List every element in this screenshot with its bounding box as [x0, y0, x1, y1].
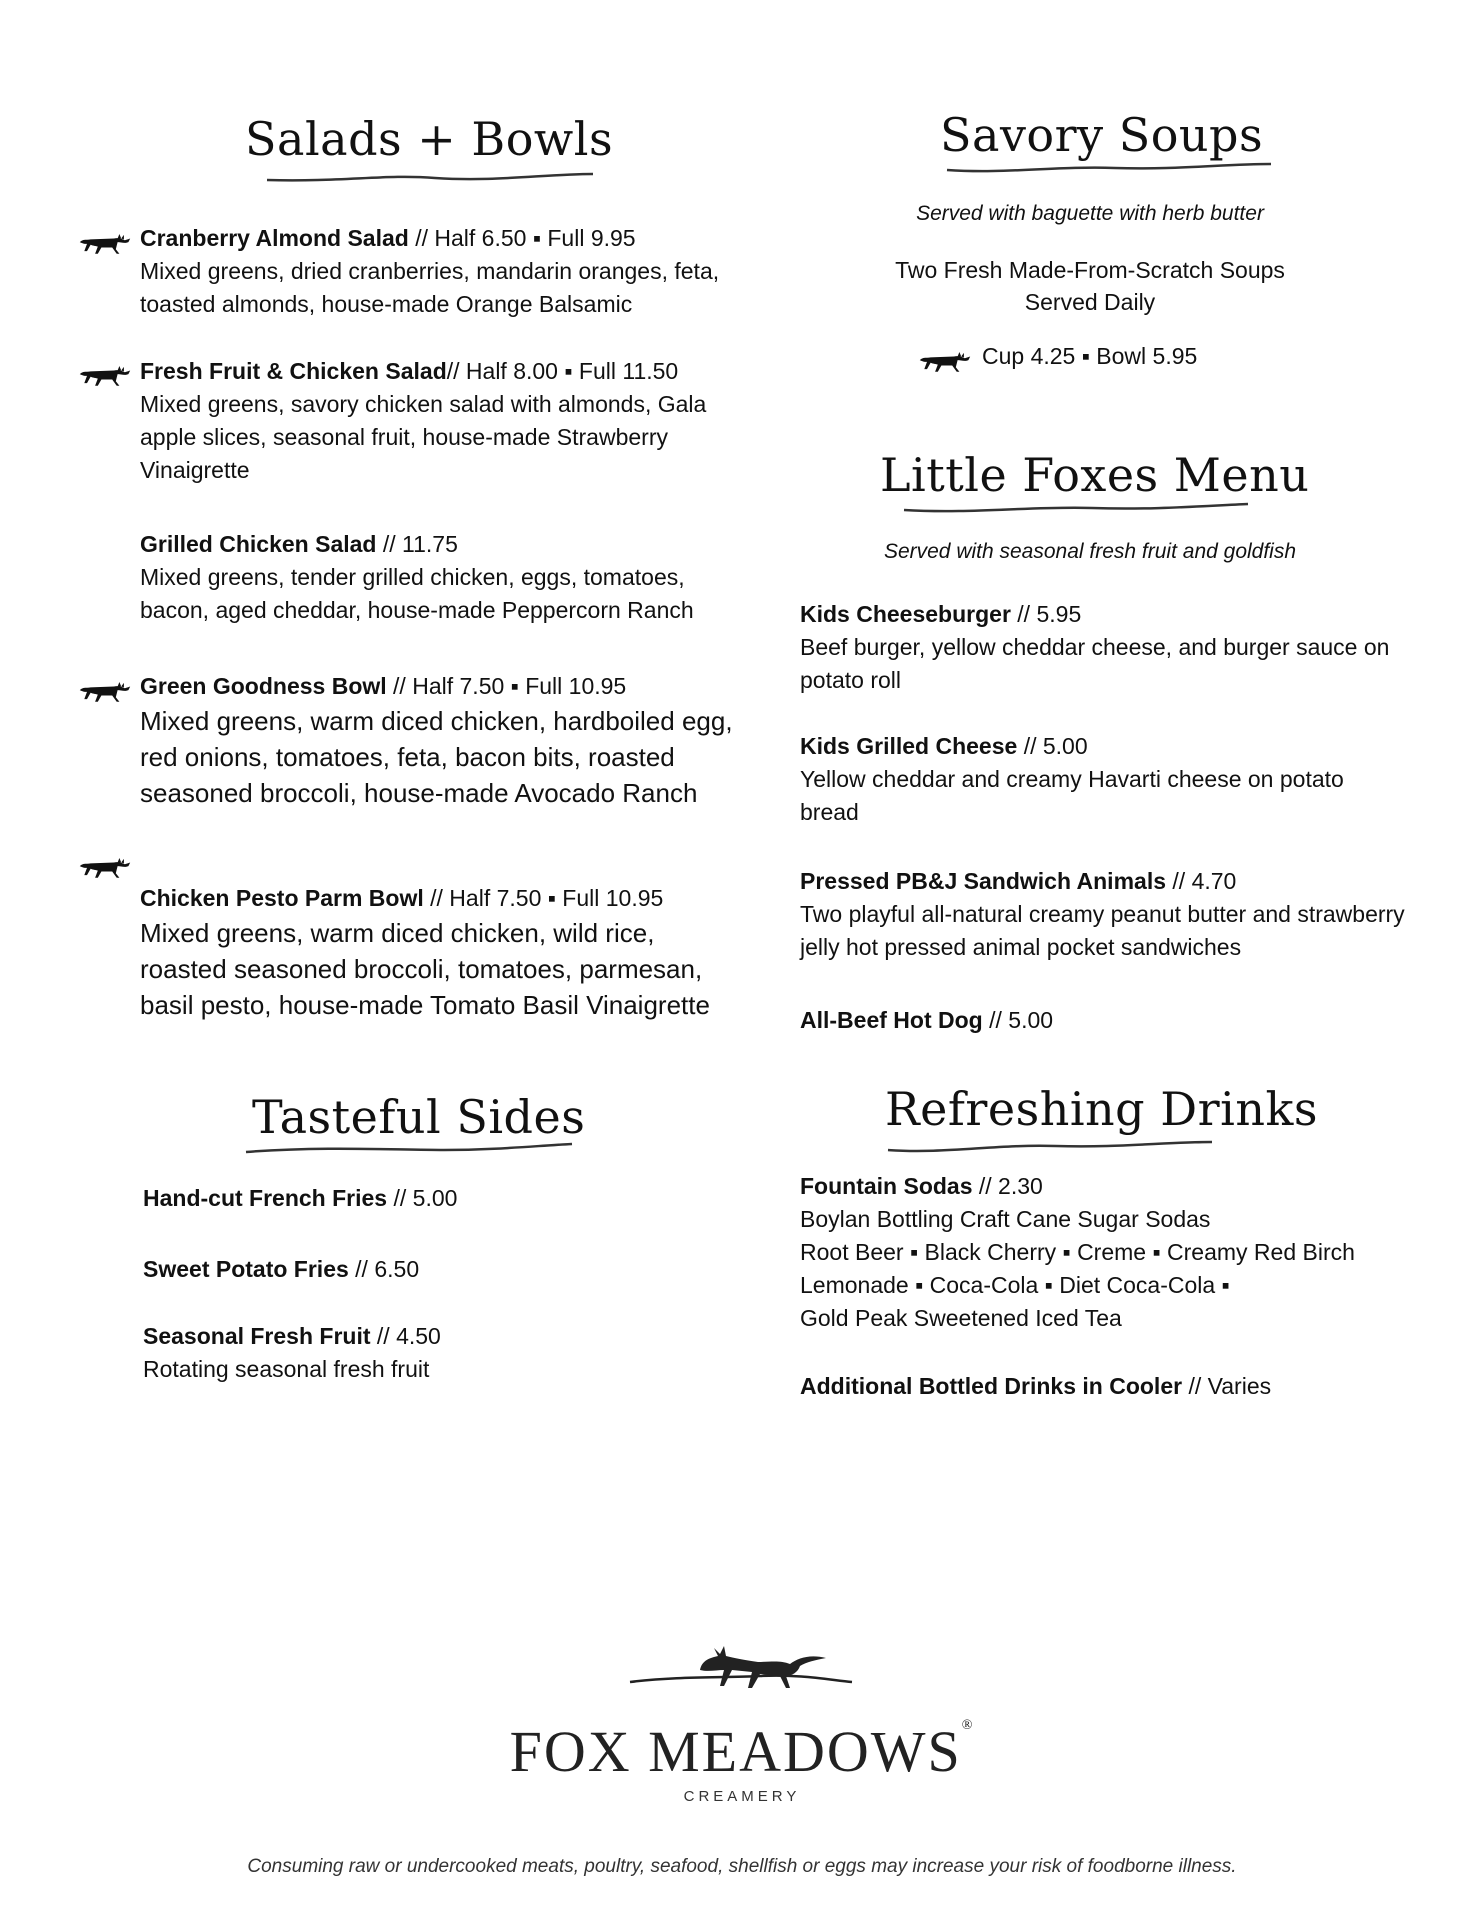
item-name: Cranberry Almond Salad: [140, 225, 409, 251]
fox-icon: [78, 228, 132, 258]
menu-item: [143, 1320, 703, 1386]
menu-item: [800, 1370, 1440, 1403]
disclaimer: Consuming raw or undercooked meats, poultry, seafood, shellfish or eggs may increase your risk of foodborne illness.: [247, 1856, 1237, 1877]
soups-line-2: Served Daily: [1024, 289, 1156, 315]
item-price: // 5.00: [387, 1185, 458, 1211]
item-price: // Half 6.50 ▪ Full 9.95: [408, 225, 636, 251]
fox-icon: [78, 360, 132, 390]
item-description: Beef burger, yellow cheddar cheese, and burger sauce on potato roll: [800, 634, 1390, 693]
item-description: Mixed greens, warm diced chicken, hardboiled egg, red onions, tomatoes, feta, bacon bits, roasted seasoned broccoli, house-made Avocado Ranch: [140, 706, 733, 808]
item-name: All-Beef Hot Dog: [800, 1007, 983, 1033]
item-description: Mixed greens, warm diced chicken, wild rice, roasted seasoned broccoli, tomatoes, parmesan, basil pesto, house-made Tomato Basil Vinaigrette: [140, 918, 710, 1020]
item-name: Grilled Chicken Salad: [140, 531, 377, 557]
item-name: Kids Cheeseburger: [800, 601, 1011, 627]
logo-name-text: FOX MEADOWS: [509, 1719, 962, 1784]
drinks-heading: Refreshing Drinks: [885, 1082, 1318, 1136]
kids-heading: Little Foxes Menu: [880, 448, 1310, 502]
soups-underline: [945, 160, 1275, 180]
item-price: // Varies: [1182, 1373, 1272, 1399]
menu-item: [143, 1253, 703, 1286]
item-description: Rotating seasonal fresh fruit: [143, 1356, 430, 1382]
drinks-underline: [886, 1136, 1216, 1160]
item-price: // 2.30: [972, 1173, 1043, 1199]
menu-item: [140, 670, 740, 811]
item-price: // Half 7.50 ▪ Full 10.95: [386, 673, 627, 699]
item-name: Fresh Fruit & Chicken Salad: [140, 358, 447, 384]
item-description: Gold Peak Sweetened Iced Tea: [800, 1305, 1122, 1331]
item-price: // Half 8.00 ▪ Full 11.50: [446, 358, 679, 384]
fox-icon: [78, 852, 132, 882]
menu-item: [800, 1004, 1400, 1037]
item-name: Kids Grilled Cheese: [800, 733, 1018, 759]
item-description: Yellow cheddar and creamy Havarti cheese on potato bread: [800, 766, 1344, 825]
soups-heading: Savory Soups: [940, 108, 1264, 162]
item-description: Two playful all-natural creamy peanut butter and strawberry jelly hot pressed animal pocket sandwiches: [800, 901, 1405, 960]
sides-heading: Tasteful Sides: [252, 1090, 586, 1144]
item-description: Lemonade ▪ Coca-Cola ▪ Diet Coca-Cola ▪: [800, 1272, 1230, 1298]
item-price: // 5.00: [1017, 733, 1088, 759]
item-name: Chicken Pesto Parm Bowl: [140, 885, 424, 911]
menu-item: [800, 598, 1440, 697]
fox-icon: [918, 346, 972, 376]
item-name: Fountain Sodas: [800, 1173, 973, 1199]
item-name: Hand-cut French Fries: [143, 1185, 388, 1211]
item-name: Seasonal Fresh Fruit: [143, 1323, 371, 1349]
item-price: // 11.75: [376, 531, 458, 557]
item-price: // 5.00: [982, 1007, 1054, 1033]
menu-item: [140, 882, 740, 1023]
fox-logo-icon: [620, 1630, 860, 1710]
menu-item: [140, 222, 740, 321]
salads-underline: [265, 168, 595, 188]
salads-heading: Salads + Bowls: [245, 112, 614, 166]
menu-item: [140, 355, 720, 487]
kids-note: Served with seasonal fresh fruit and goldfish: [883, 540, 1297, 563]
item-price: // 4.50: [370, 1323, 441, 1349]
kids-underline: [902, 500, 1252, 520]
item-price: // 4.70: [1166, 868, 1237, 894]
sides-underline: [244, 1138, 574, 1158]
item-description: Root Beer ▪ Black Cherry ▪ Creme ▪ Creamy Red Birch: [800, 1239, 1355, 1265]
item-description: Boylan Bottling Craft Cane Sugar Sodas: [800, 1206, 1211, 1232]
menu-item: [140, 528, 730, 627]
item-price: // Half 7.50 ▪ Full 10.95: [423, 885, 664, 911]
item-description: Mixed greens, dried cranberries, mandarin oranges, feta, toasted almonds, house-made Orange Balsamic: [140, 258, 720, 317]
item-name: Additional Bottled Drinks in Cooler: [800, 1373, 1183, 1399]
soups-line-1: Two Fresh Made-From-Scratch Soups: [895, 257, 1285, 283]
item-name: Green Goodness Bowl: [140, 673, 387, 699]
logo-name: [0, 1718, 1484, 1785]
menu-item: [800, 1170, 1440, 1335]
item-name: Pressed PB&J Sandwich Animals: [800, 868, 1167, 894]
item-description: Mixed greens, savory chicken salad with almonds, Gala apple slices, seasonal fruit, house-made Strawberry Vinaigrette: [140, 391, 707, 483]
fox-icon: [78, 676, 132, 706]
logo-subtitle: CREAMERY: [683, 1788, 801, 1805]
registered-mark: ®: [961, 1718, 975, 1733]
menu-item: [800, 730, 1400, 829]
soups-note: Served with baguette with herb butter: [916, 202, 1264, 225]
item-price: // 5.95: [1010, 601, 1082, 627]
item-description: Mixed greens, tender grilled chicken, eggs, tomatoes, bacon, aged cheddar, house-made Peppercorn Ranch: [140, 564, 694, 623]
menu-item: [800, 865, 1440, 964]
soups-price: Cup 4.25 ▪ Bowl 5.95: [982, 343, 1198, 369]
menu-item: [143, 1182, 703, 1215]
item-name: Sweet Potato Fries: [143, 1256, 349, 1282]
item-price: // 6.50: [348, 1256, 420, 1282]
